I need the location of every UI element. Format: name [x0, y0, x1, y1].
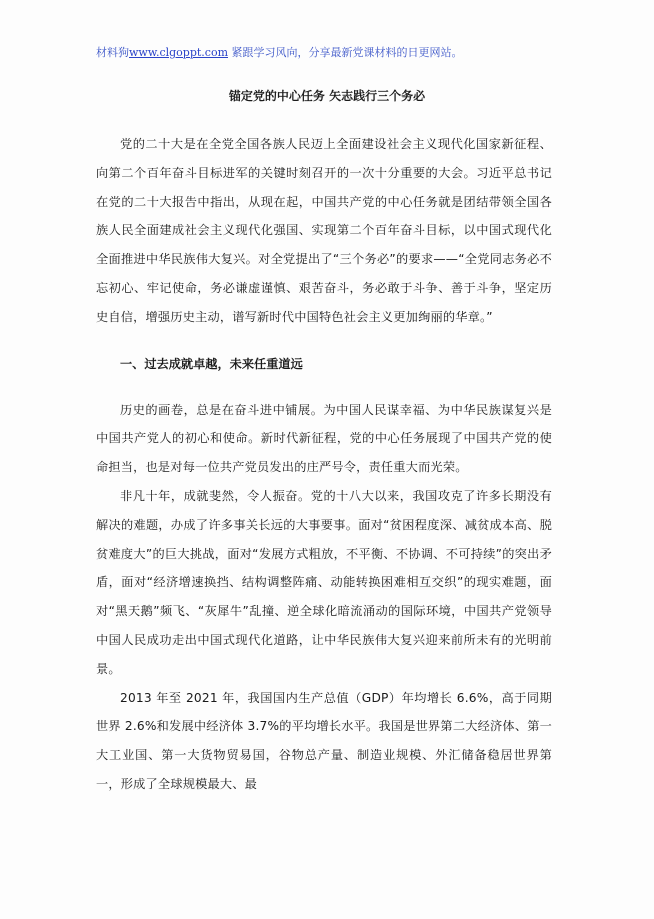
site-name: 材料狗 [96, 46, 129, 59]
paragraph: 非凡十年，成就斐然，令人振奋。党的十八大以来，我国攻克了许多长期没有解决的难题，办成了许多事关长远的大事要事。面对“贫困程度深、减贫成本高、脱贫难度大”的巨大挑战，面对“发展方式粗放，不平衡、不协调、不可持续”的突出矛盾，面对“经济增速换挡、结构调整阵痛、动能转换困难相互交织”的现实难题，面对“黑天鹅”频飞、“灰犀牛”乱撞、逆全球化暗流涌动的国际环境，中国共产党领导中国人民成功走出中国式现代化道路，让中华民族伟大复兴迎来前所未有的光明前景。 [96, 488, 552, 676]
document-body [96, 130, 552, 799]
paragraph: 历史的画卷，总是在奋斗进中铺展。为中国人民谋幸福、为中华民族谋复兴是中国共产党人的初心和使命。新时代新征程，党的中心任务展现了中国共产党的使命担当，也是对每一位共产党员发出的庄严号令，责任重大而光荣。 [96, 402, 552, 475]
site-header [96, 46, 463, 60]
intro-paragraph: 党的二十大是在全党全国各族人民迈上全面建设社会主义现代化国家新征程、向第二个百年奋斗目标进军的关键时刻召开的一次十分重要的大会。习近平总书记在党的二十大报告中指出，从现在起，中国共产党的中心任务就是团结带领全国各族人民全面建成社会主义现代化强国、实现第二个百年奋斗目标，以中国式现代化全面推进中华民族伟大复兴。对全党提出了“三个务必”的要求——“全党同志务必不忘初心、牢记使命，务必谦虚谨慎、艰苦奋斗，务必敢于斗争、善于斗争，坚定历史自信，增强历史主动，谱写新时代中国特色社会主义更加绚丽的华章。” [96, 137, 552, 324]
document-title: 锚定党的中心任务 矢志践行三个务必 [228, 89, 426, 103]
site-tagline: 紧跟学习风向，分享最新党课材料的日更网站。 [231, 46, 463, 59]
section-heading: 一、过去成就卓越，未来任重道远 [120, 356, 303, 371]
paragraph: 2013 年至 2021 年，我国国内生产总值（GDP）年均增长 6.6%，高于同期世界 2.6%和发展中经济体 3.7%的平均增长水平。我国是世界第二大经济体、第一大工业国、第一大货物贸易国，谷物总产量、制造业规模、外汇储备稳居世界第一，形成了全球规模最大、最 [96, 690, 552, 791]
site-url-link[interactable]: www.clgoppt.com [129, 46, 228, 59]
